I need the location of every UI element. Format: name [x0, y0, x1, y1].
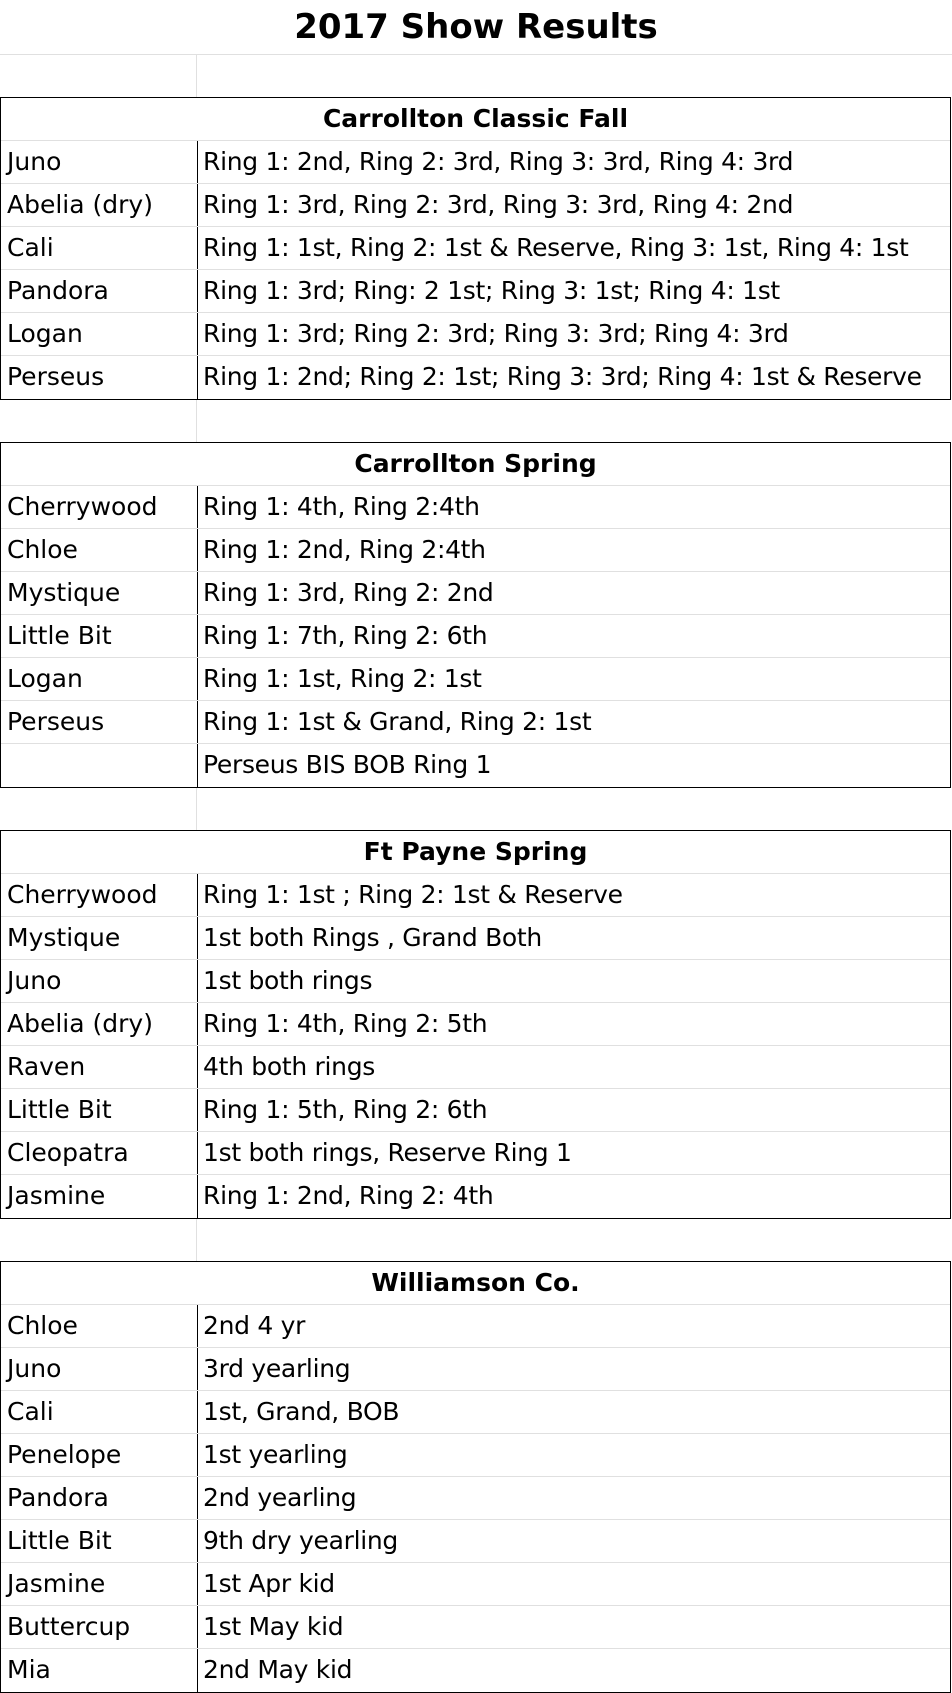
- result-row: [1, 486, 950, 529]
- goat-name-cell[interactable]: Cherrywood: [1, 486, 198, 528]
- result-row: [1, 1348, 950, 1391]
- result-cell[interactable]: Ring 1: 2nd, Ring 2: 4th: [203, 1181, 494, 1210]
- result-cell[interactable]: 2nd 4 yr: [203, 1311, 306, 1340]
- result-row: [1, 701, 950, 744]
- result-row: [1, 1175, 950, 1218]
- goat-name-cell[interactable]: [1, 744, 198, 787]
- blank-cell[interactable]: [0, 1219, 197, 1261]
- blank-cell[interactable]: [0, 788, 197, 830]
- result-cell[interactable]: 1st, Grand, BOB: [203, 1397, 400, 1426]
- result-row: [1, 1606, 950, 1649]
- result-cell[interactable]: 4th both rings: [203, 1052, 376, 1081]
- goat-name-cell[interactable]: Perseus: [1, 701, 198, 743]
- result-cell[interactable]: Ring 1: 4th, Ring 2:4th: [203, 492, 480, 521]
- result-cell[interactable]: 9th dry yearling: [203, 1526, 398, 1555]
- result-cell[interactable]: Ring 1: 1st & Grand, Ring 2: 1st: [203, 707, 592, 736]
- goat-name-cell[interactable]: Abelia (dry): [1, 184, 198, 226]
- goat-name-cell[interactable]: Juno: [1, 1348, 198, 1390]
- section-header-row: [1, 831, 950, 874]
- result-cell[interactable]: 1st Apr kid: [203, 1569, 335, 1598]
- result-row: [1, 960, 950, 1003]
- result-row: [1, 227, 950, 270]
- result-cell[interactable]: Ring 1: 2nd; Ring 2: 1st; Ring 3: 3rd; Ring 4: 1st & Reserve: [203, 362, 922, 391]
- blank-cell[interactable]: [0, 55, 197, 97]
- goat-name-cell[interactable]: Jasmine: [1, 1175, 198, 1218]
- result-cell[interactable]: 2nd May kid: [203, 1655, 353, 1684]
- result-row: [1, 141, 950, 184]
- result-row: [1, 1391, 950, 1434]
- result-cell[interactable]: 1st both Rings , Grand Both: [203, 923, 542, 952]
- goat-name-cell[interactable]: Buttercup: [1, 1606, 198, 1648]
- goat-name-cell[interactable]: Perseus: [1, 356, 198, 399]
- result-row: [1, 184, 950, 227]
- result-row: [1, 874, 950, 917]
- show-section: [0, 97, 951, 400]
- goat-name-cell[interactable]: Juno: [1, 141, 198, 183]
- result-cell[interactable]: Ring 1: 1st, Ring 2: 1st: [203, 664, 482, 693]
- result-cell[interactable]: Ring 1: 3rd, Ring 2: 2nd: [203, 578, 494, 607]
- goat-name-cell[interactable]: Little Bit: [1, 1089, 198, 1131]
- result-row: [1, 313, 950, 356]
- result-cell[interactable]: Ring 1: 5th, Ring 2: 6th: [203, 1095, 488, 1124]
- blank-row: [0, 788, 952, 830]
- result-row: [1, 356, 950, 399]
- blank-row: [0, 400, 952, 442]
- result-row: [1, 1132, 950, 1175]
- goat-name-cell[interactable]: Cleopatra: [1, 1132, 198, 1174]
- section-title[interactable]: Carrollton Classic Fall: [322, 104, 629, 133]
- result-row: [1, 1477, 950, 1520]
- sections-container: [0, 97, 952, 1693]
- result-cell[interactable]: Ring 1: 4th, Ring 2: 5th: [203, 1009, 488, 1038]
- result-cell[interactable]: 1st both rings, Reserve Ring 1: [203, 1138, 572, 1167]
- goat-name-cell[interactable]: Pandora: [1, 1477, 198, 1519]
- result-cell[interactable]: Ring 1: 3rd; Ring 2: 3rd; Ring 3: 3rd; Ring 4: 3rd: [203, 319, 789, 348]
- goat-name-cell[interactable]: Mystique: [1, 572, 198, 614]
- goat-name-cell[interactable]: Cherrywood: [1, 874, 198, 916]
- result-cell[interactable]: 2nd yearling: [203, 1483, 357, 1512]
- result-row: [1, 658, 950, 701]
- result-row: [1, 572, 950, 615]
- result-cell[interactable]: Ring 1: 2nd, Ring 2:4th: [203, 535, 486, 564]
- blank-cell[interactable]: [197, 788, 952, 830]
- result-row: [1, 1003, 950, 1046]
- result-row: [1, 1563, 950, 1606]
- result-cell[interactable]: Ring 1: 2nd, Ring 2: 3rd, Ring 3: 3rd, Ring 4: 3rd: [203, 147, 794, 176]
- result-cell[interactable]: 1st yearling: [203, 1440, 348, 1469]
- goat-name-cell[interactable]: Abelia (dry): [1, 1003, 198, 1045]
- section-header-row: [1, 1262, 950, 1305]
- blank-row: [0, 55, 952, 97]
- blank-cell[interactable]: [197, 1219, 952, 1261]
- result-row: [1, 1089, 950, 1132]
- result-row: [1, 1305, 950, 1348]
- show-section: [0, 1261, 951, 1693]
- result-row: [1, 529, 950, 572]
- blank-cell[interactable]: [197, 400, 952, 442]
- goat-name-cell[interactable]: Chloe: [1, 529, 198, 571]
- goat-name-cell[interactable]: Cali: [1, 1391, 198, 1433]
- result-cell[interactable]: Ring 1: 7th, Ring 2: 6th: [203, 621, 488, 650]
- goat-name-cell[interactable]: Little Bit: [1, 615, 198, 657]
- result-row: [1, 615, 950, 658]
- result-cell[interactable]: Ring 1: 1st ; Ring 2: 1st & Reserve: [203, 880, 623, 909]
- goat-name-cell[interactable]: Raven: [1, 1046, 198, 1088]
- goat-name-cell[interactable]: Mia: [1, 1649, 198, 1692]
- title-row: [0, 0, 952, 55]
- blank-cell[interactable]: [0, 400, 197, 442]
- goat-name-cell[interactable]: Penelope: [1, 1434, 198, 1476]
- sheet-title[interactable]: 2017 Show Results: [294, 7, 658, 47]
- goat-name-cell[interactable]: Mystique: [1, 917, 198, 959]
- goat-name-cell[interactable]: Little Bit: [1, 1520, 198, 1562]
- goat-name-cell[interactable]: Chloe: [1, 1305, 198, 1347]
- goat-name-cell[interactable]: Cali: [1, 227, 198, 269]
- goat-name-cell[interactable]: Juno: [1, 960, 198, 1002]
- goat-name-cell[interactable]: Jasmine: [1, 1563, 198, 1605]
- section-title[interactable]: Carrollton Spring: [354, 449, 597, 478]
- result-cell[interactable]: Perseus BIS BOB Ring 1: [203, 750, 492, 779]
- goat-name-cell[interactable]: Logan: [1, 313, 198, 355]
- section-header-row: [1, 443, 950, 486]
- result-row: [1, 270, 950, 313]
- result-row: [1, 744, 950, 787]
- result-row: [1, 917, 950, 960]
- goat-name-cell[interactable]: Logan: [1, 658, 198, 700]
- result-cell[interactable]: Ring 1: 1st, Ring 2: 1st & Reserve, Ring 3: 1st, Ring 4: 1st: [203, 233, 909, 262]
- result-cell[interactable]: Ring 1: 3rd, Ring 2: 3rd, Ring 3: 3rd, Ring 4: 2nd: [203, 190, 794, 219]
- result-row: [1, 1434, 950, 1477]
- blank-row: [0, 1219, 952, 1261]
- result-row: [1, 1046, 950, 1089]
- result-cell[interactable]: 1st both rings: [203, 966, 373, 995]
- goat-name-cell[interactable]: Pandora: [1, 270, 198, 312]
- result-cell[interactable]: Ring 1: 3rd; Ring: 2 1st; Ring 3: 1st; Ring 4: 1st: [203, 276, 780, 305]
- result-cell[interactable]: 3rd yearling: [203, 1354, 351, 1383]
- result-row: [1, 1520, 950, 1563]
- result-cell[interactable]: 1st May kid: [203, 1612, 344, 1641]
- show-section: [0, 442, 951, 788]
- blank-cell[interactable]: [197, 55, 952, 97]
- section-title[interactable]: Williamson Co.: [371, 1268, 580, 1297]
- show-section: [0, 830, 951, 1219]
- result-row: [1, 1649, 950, 1692]
- section-header-row: [1, 98, 950, 141]
- section-title[interactable]: Ft Payne Spring: [363, 837, 588, 866]
